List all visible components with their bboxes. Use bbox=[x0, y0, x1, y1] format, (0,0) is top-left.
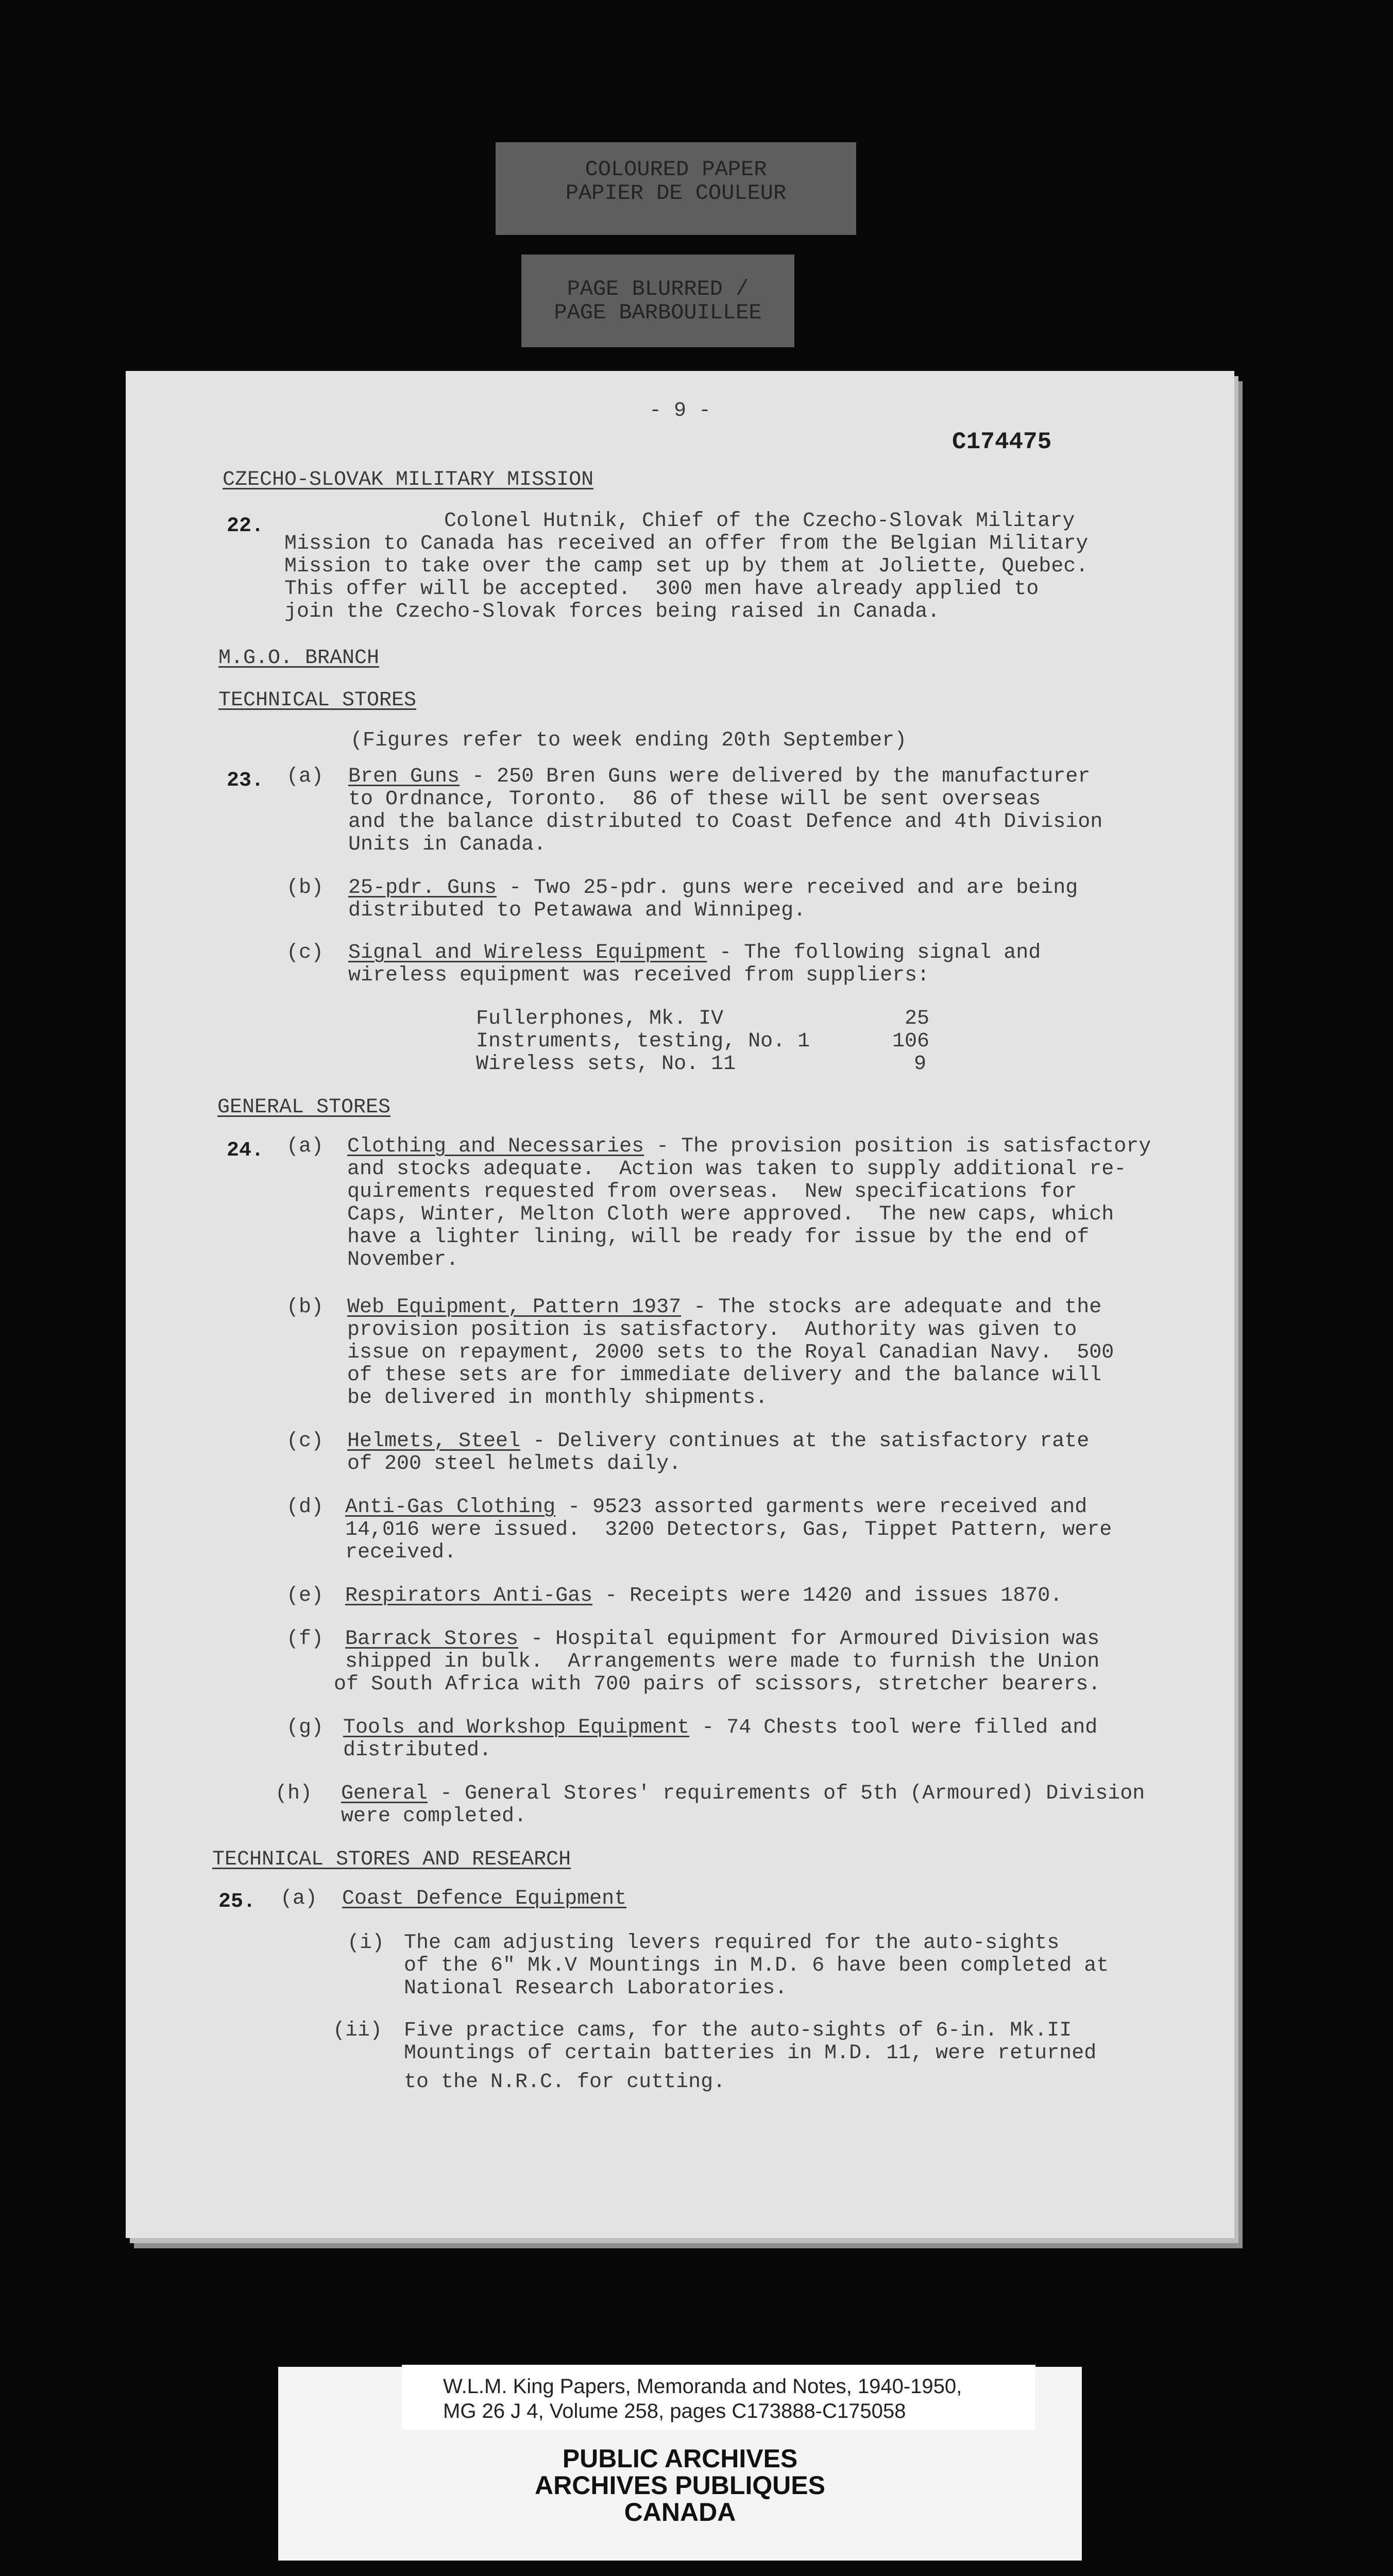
item-text: - 74 Chests tool were filled and bbox=[689, 1716, 1098, 1739]
citation-line: MG 26 J 4, Volume 258, pages C173888-C175058 bbox=[443, 2400, 906, 2422]
item-text: - 250 Bren Guns were delivered by the manufacturer bbox=[460, 765, 1091, 788]
item-heading: Helmets, Steel bbox=[347, 1430, 521, 1453]
citation-line: W.L.M. King Papers, Memoranda and Notes, 1940-1950, bbox=[443, 2375, 962, 2398]
item-marker: (c) bbox=[286, 941, 324, 964]
item-line bbox=[348, 942, 1041, 964]
item-line: quirements requested from overseas. New specifications for bbox=[347, 1180, 1077, 1204]
item-line: shipped in bulk. Arrangements were made to furnish the Union bbox=[345, 1650, 1100, 1673]
para-22-line: Mission to Canada has received an offer from the Belgian Military bbox=[284, 532, 1089, 555]
item-line: wireless equipment was received from suppliers: bbox=[348, 964, 930, 987]
figures-note: (Figures refer to week ending 20th September) bbox=[350, 729, 907, 752]
equipment-item-name: Instruments, testing, No. 1 bbox=[476, 1030, 810, 1053]
archive-reference: C174475 bbox=[952, 429, 1052, 455]
item-text: - The provision position is satisfactory bbox=[644, 1135, 1151, 1158]
item-line: Caps, Winter, Melton Cloth were approved. The new caps, which bbox=[347, 1203, 1114, 1226]
sub-item-line: The cam adjusting levers required for the auto-sights bbox=[404, 1931, 1060, 1955]
para-number-23: 23. bbox=[227, 769, 264, 792]
item-line: distributed. bbox=[343, 1739, 492, 1762]
item-line bbox=[348, 766, 1090, 788]
document-text bbox=[126, 371, 1234, 2238]
item-marker: (a) bbox=[286, 1135, 324, 1158]
item-line bbox=[345, 1628, 1099, 1651]
item-text: - Delivery continues at the satisfactory rate bbox=[520, 1430, 1090, 1453]
item-marker: (b) bbox=[286, 1296, 324, 1319]
citation-box bbox=[402, 2365, 1035, 2430]
item-line: of South Africa with 700 pairs of scissors, stretcher bearers. bbox=[334, 1673, 1101, 1696]
item-line bbox=[341, 1783, 1145, 1805]
item-marker: (b) bbox=[286, 876, 324, 900]
item-heading: Web Equipment, Pattern 1937 bbox=[347, 1296, 682, 1319]
item-line: to Ordnance, Toronto. 86 of these will be sent overseas bbox=[348, 788, 1041, 811]
page-number: - 9 - bbox=[649, 399, 711, 422]
item-heading: Respirators Anti-Gas bbox=[345, 1584, 593, 1607]
item-marker: (a) bbox=[286, 765, 324, 788]
item-line: be delivered in monthly shipments. bbox=[347, 1386, 768, 1410]
item-marker: (e) bbox=[286, 1584, 324, 1607]
item-line: and stocks adequate. Action was taken to supply additional re- bbox=[347, 1158, 1127, 1181]
item-heading: Barrack Stores bbox=[345, 1628, 519, 1651]
item-heading: 25-pdr. Guns bbox=[348, 876, 497, 900]
item-heading: Anti-Gas Clothing bbox=[345, 1496, 556, 1519]
item-line: and the balance distributed to Coast Defence and 4th Division bbox=[348, 810, 1103, 834]
item-line bbox=[347, 1430, 1089, 1453]
section-heading-technical-stores: TECHNICAL STORES bbox=[218, 689, 417, 712]
equipment-item-name: Fullerphones, Mk. IV bbox=[476, 1007, 724, 1030]
para-number-24: 24. bbox=[227, 1139, 264, 1162]
item-text: - The stocks are adequate and the bbox=[681, 1296, 1102, 1319]
page-blurred-tag bbox=[521, 255, 794, 347]
page-blurred-label-fr: PAGE BARBOUILLEE bbox=[554, 300, 762, 325]
item-heading: Bren Guns bbox=[348, 765, 460, 788]
item-heading: Signal and Wireless Equipment bbox=[348, 941, 707, 964]
item-line bbox=[348, 877, 1078, 900]
item-line: 14,016 were issued. 3200 Detectors, Gas, Tippet Pattern, were bbox=[345, 1518, 1112, 1541]
section-heading-mgo: M.G.O. BRANCH bbox=[218, 647, 380, 670]
item-line: of 200 steel helmets daily. bbox=[347, 1452, 682, 1476]
para-22-line: Colonel Hutnik, Chief of the Czecho-Slovak Military bbox=[444, 510, 1075, 533]
item-heading: General bbox=[341, 1782, 428, 1805]
section-heading-czech: CZECHO-SLOVAK MILITARY MISSION bbox=[223, 468, 594, 492]
para-22-line: join the Czecho-Slovak forces being raised in Canada. bbox=[284, 600, 940, 623]
para-number-25: 25. bbox=[218, 1890, 256, 1913]
item-text: - Hospital equipment for Armoured Division was bbox=[518, 1628, 1100, 1651]
para-22-line: This offer will be accepted. 300 men have already applied to bbox=[284, 578, 1039, 601]
item-marker: (c) bbox=[286, 1430, 324, 1453]
sub-item-line: to the N.R.C. for cutting. bbox=[404, 2071, 726, 2094]
sub-item-line: Five practice cams, for the auto-sights of 6-in. Mk.II bbox=[404, 2019, 1072, 2042]
item-line: Units in Canada. bbox=[348, 833, 547, 856]
item-heading: Coast Defence Equipment bbox=[342, 1887, 627, 1910]
item-line bbox=[347, 1136, 1151, 1158]
equipment-item-qty: 106 bbox=[892, 1030, 930, 1053]
item-marker: (f) bbox=[286, 1628, 324, 1651]
equipment-item-qty: 25 bbox=[905, 1007, 930, 1030]
item-marker: (d) bbox=[286, 1496, 324, 1519]
page-blurred-label-en: PAGE BLURRED / bbox=[567, 277, 749, 301]
sub-item-line: of the 6" Mk.V Mountings in M.D. 6 have been completed at bbox=[404, 1954, 1109, 1977]
archives-stamp bbox=[278, 2445, 1082, 2526]
coloured-paper-label-fr: PAPIER DE COULEUR bbox=[565, 181, 787, 206]
item-line: received. bbox=[345, 1541, 457, 1564]
item-line bbox=[345, 1585, 1062, 1607]
item-text: - General Stores' requirements of 5th (Armoured) Division bbox=[428, 1782, 1145, 1805]
item-line bbox=[343, 1717, 1097, 1739]
equipment-item-name: Wireless sets, No. 11 bbox=[476, 1053, 736, 1076]
item-text: - Two 25-pdr. guns were received and are being bbox=[497, 876, 1078, 900]
item-text: - Receipts were 1420 and issues 1870. bbox=[592, 1584, 1063, 1607]
sub-item-line: National Research Laboratories. bbox=[404, 1977, 788, 2000]
para-number-22: 22. bbox=[227, 515, 264, 538]
coloured-paper-tag bbox=[496, 142, 856, 235]
section-heading-general-stores: GENERAL STORES bbox=[217, 1096, 391, 1119]
sub-item-marker: (ii) bbox=[333, 2019, 383, 2042]
item-line: of these sets are for immediate delivery and the balance will bbox=[347, 1364, 1102, 1387]
item-line: November. bbox=[347, 1248, 459, 1272]
equipment-item-qty: 9 bbox=[914, 1053, 927, 1076]
item-line: distributed to Petawawa and Winnipeg. bbox=[348, 899, 806, 922]
item-heading: Clothing and Necessaries bbox=[347, 1135, 644, 1158]
archives-name-en: PUBLIC ARCHIVES bbox=[562, 2444, 798, 2473]
archives-name-fr: ARCHIVES PUBLIQUES bbox=[535, 2471, 825, 2500]
item-line bbox=[347, 1296, 1101, 1319]
document-page bbox=[126, 371, 1234, 2238]
item-heading: Tools and Workshop Equipment bbox=[343, 1716, 690, 1739]
item-marker: (g) bbox=[286, 1716, 324, 1739]
section-heading-research: TECHNICAL STORES AND RESEARCH bbox=[212, 1848, 571, 1871]
item-line bbox=[345, 1496, 1087, 1519]
sub-item-line: Mountings of certain batteries in M.D. 11, were returned bbox=[404, 2042, 1097, 2065]
item-line: have a lighter lining, will be ready for issue by the end of bbox=[347, 1226, 1090, 1249]
item-line: issue on repayment, 2000 sets to the Royal Canadian Navy. 500 bbox=[347, 1341, 1114, 1364]
item-line: provision position is satisfactory. Authority was given to bbox=[347, 1318, 1077, 1342]
item-line: were completed. bbox=[341, 1805, 527, 1828]
coloured-paper-label-en: COLOURED PAPER bbox=[585, 157, 767, 182]
item-text: - 9523 assorted garments were received and bbox=[555, 1496, 1088, 1519]
item-marker: (a) bbox=[280, 1887, 318, 1910]
archives-country: CANADA bbox=[624, 2498, 736, 2527]
para-22-line: Mission to take over the camp set up by them at Joliette, Quebec. bbox=[284, 555, 1089, 578]
sub-item-marker: (i) bbox=[347, 1931, 385, 1955]
item-marker: (h) bbox=[275, 1782, 313, 1805]
item-text: - The following signal and bbox=[707, 941, 1041, 964]
